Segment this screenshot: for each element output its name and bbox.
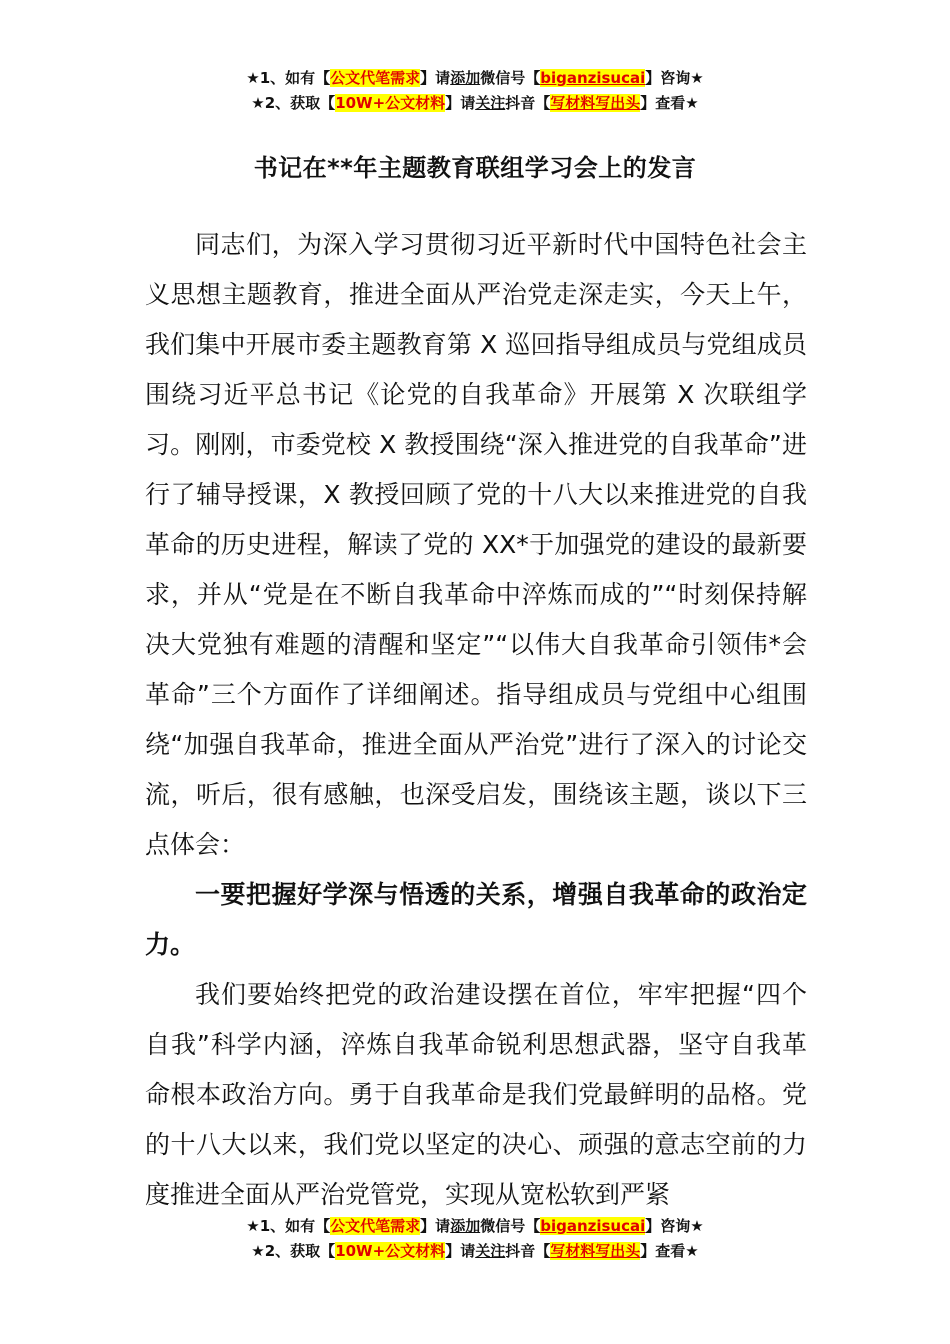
promo-emphasis: 添加 <box>450 1217 481 1235</box>
promo-text: 】咨询★ <box>645 69 704 87</box>
document-title: 书记在**年主题教育联组学习会上的发言 <box>253 154 697 182</box>
top-promo-banner <box>0 66 950 116</box>
promo-highlight: 10W+公文材料 <box>335 1242 446 1260</box>
promo-line-1 <box>0 1214 950 1239</box>
paragraph-intro: 同志们，为深入学习贯彻习近平新时代中国特色社会主义思想主题教育，推进全面从严治党走深走实，今天上午，我们集中开展市委主题教育第 X 巡回指导组成员与党组成员围绕习近平总书记《论党的自我革命》开展第 X 次联组学习。刚刚，市委党校 X 教授围绕“深入推进党的自我革命”进行了辅导授课，X 教授回顾了党的十八大以来推进党的自我革命的历史进程，解读了党的 XX*于加强党的建设的最新要求，并从“党是在不断自我革命中淬炼而成的”“时刻保持解决大党独有难题的清醒和坚定”“以伟大自我革命引领伟*会革命”三个方面作了详细阐述。指导组成员与党组中心组围绕“加强自我革命，推进全面从严治党”进行了深入的讨论交流，听后，很有感触，也深受启发，围绕该主题，谈以下三点体会： <box>145 230 807 859</box>
promo-line-2 <box>0 91 950 116</box>
promo-emphasis: 添加 <box>450 69 481 87</box>
promo-wechat-id: biganzisucai <box>540 69 646 87</box>
promo-text: 微信号【 <box>480 69 541 87</box>
promo-text: 微信号【 <box>480 1217 541 1235</box>
promo-text: 】查看★ <box>640 1242 699 1260</box>
promo-text: ★1、如有【 <box>246 1217 331 1235</box>
promo-emphasis: 关注 <box>475 1242 506 1260</box>
paragraph-body: 我们要始终把党的政治建设摆在首位，牢牢把握“四个自我”科学内涵，淬炼自我革命锐利思想武器，坚守自我革命根本政治方向。勇于自我革命是我们党最鲜明的品格。党的十八大以来，我们党以坚定的决心、顽强的意志空前的力度推进全面从严治党管党，实现从宽松软到严紧 <box>145 980 807 1209</box>
section-heading: 一要把握好学深与悟透的关系，增强自我革命的政治定力。 <box>145 880 807 959</box>
promo-text: 抖音【 <box>505 94 551 112</box>
promo-douyin-id: 写材料写出头 <box>550 1242 641 1260</box>
promo-emphasis: 关注 <box>475 94 506 112</box>
promo-text: ★2、获取【 <box>251 1242 336 1260</box>
promo-text: 】请 <box>445 94 476 112</box>
promo-text: 】查看★ <box>640 94 699 112</box>
promo-wechat-id: biganzisucai <box>540 1217 646 1235</box>
promo-text: 】请 <box>445 1242 476 1260</box>
document-body <box>145 220 807 1220</box>
promo-highlight: 公文代笔需求 <box>330 69 421 87</box>
promo-text: 抖音【 <box>505 1242 551 1260</box>
promo-highlight: 10W+公文材料 <box>335 94 446 112</box>
promo-line-1 <box>0 66 950 91</box>
promo-text: 】请 <box>420 1217 451 1235</box>
promo-douyin-id: 写材料写出头 <box>550 94 641 112</box>
promo-line-2 <box>0 1239 950 1264</box>
promo-text: 】咨询★ <box>645 1217 704 1235</box>
promo-text: 】请 <box>420 69 451 87</box>
promo-highlight: 公文代笔需求 <box>330 1217 421 1235</box>
promo-text: ★2、获取【 <box>251 94 336 112</box>
promo-text: ★1、如有【 <box>246 69 331 87</box>
bottom-promo-banner <box>0 1214 950 1264</box>
